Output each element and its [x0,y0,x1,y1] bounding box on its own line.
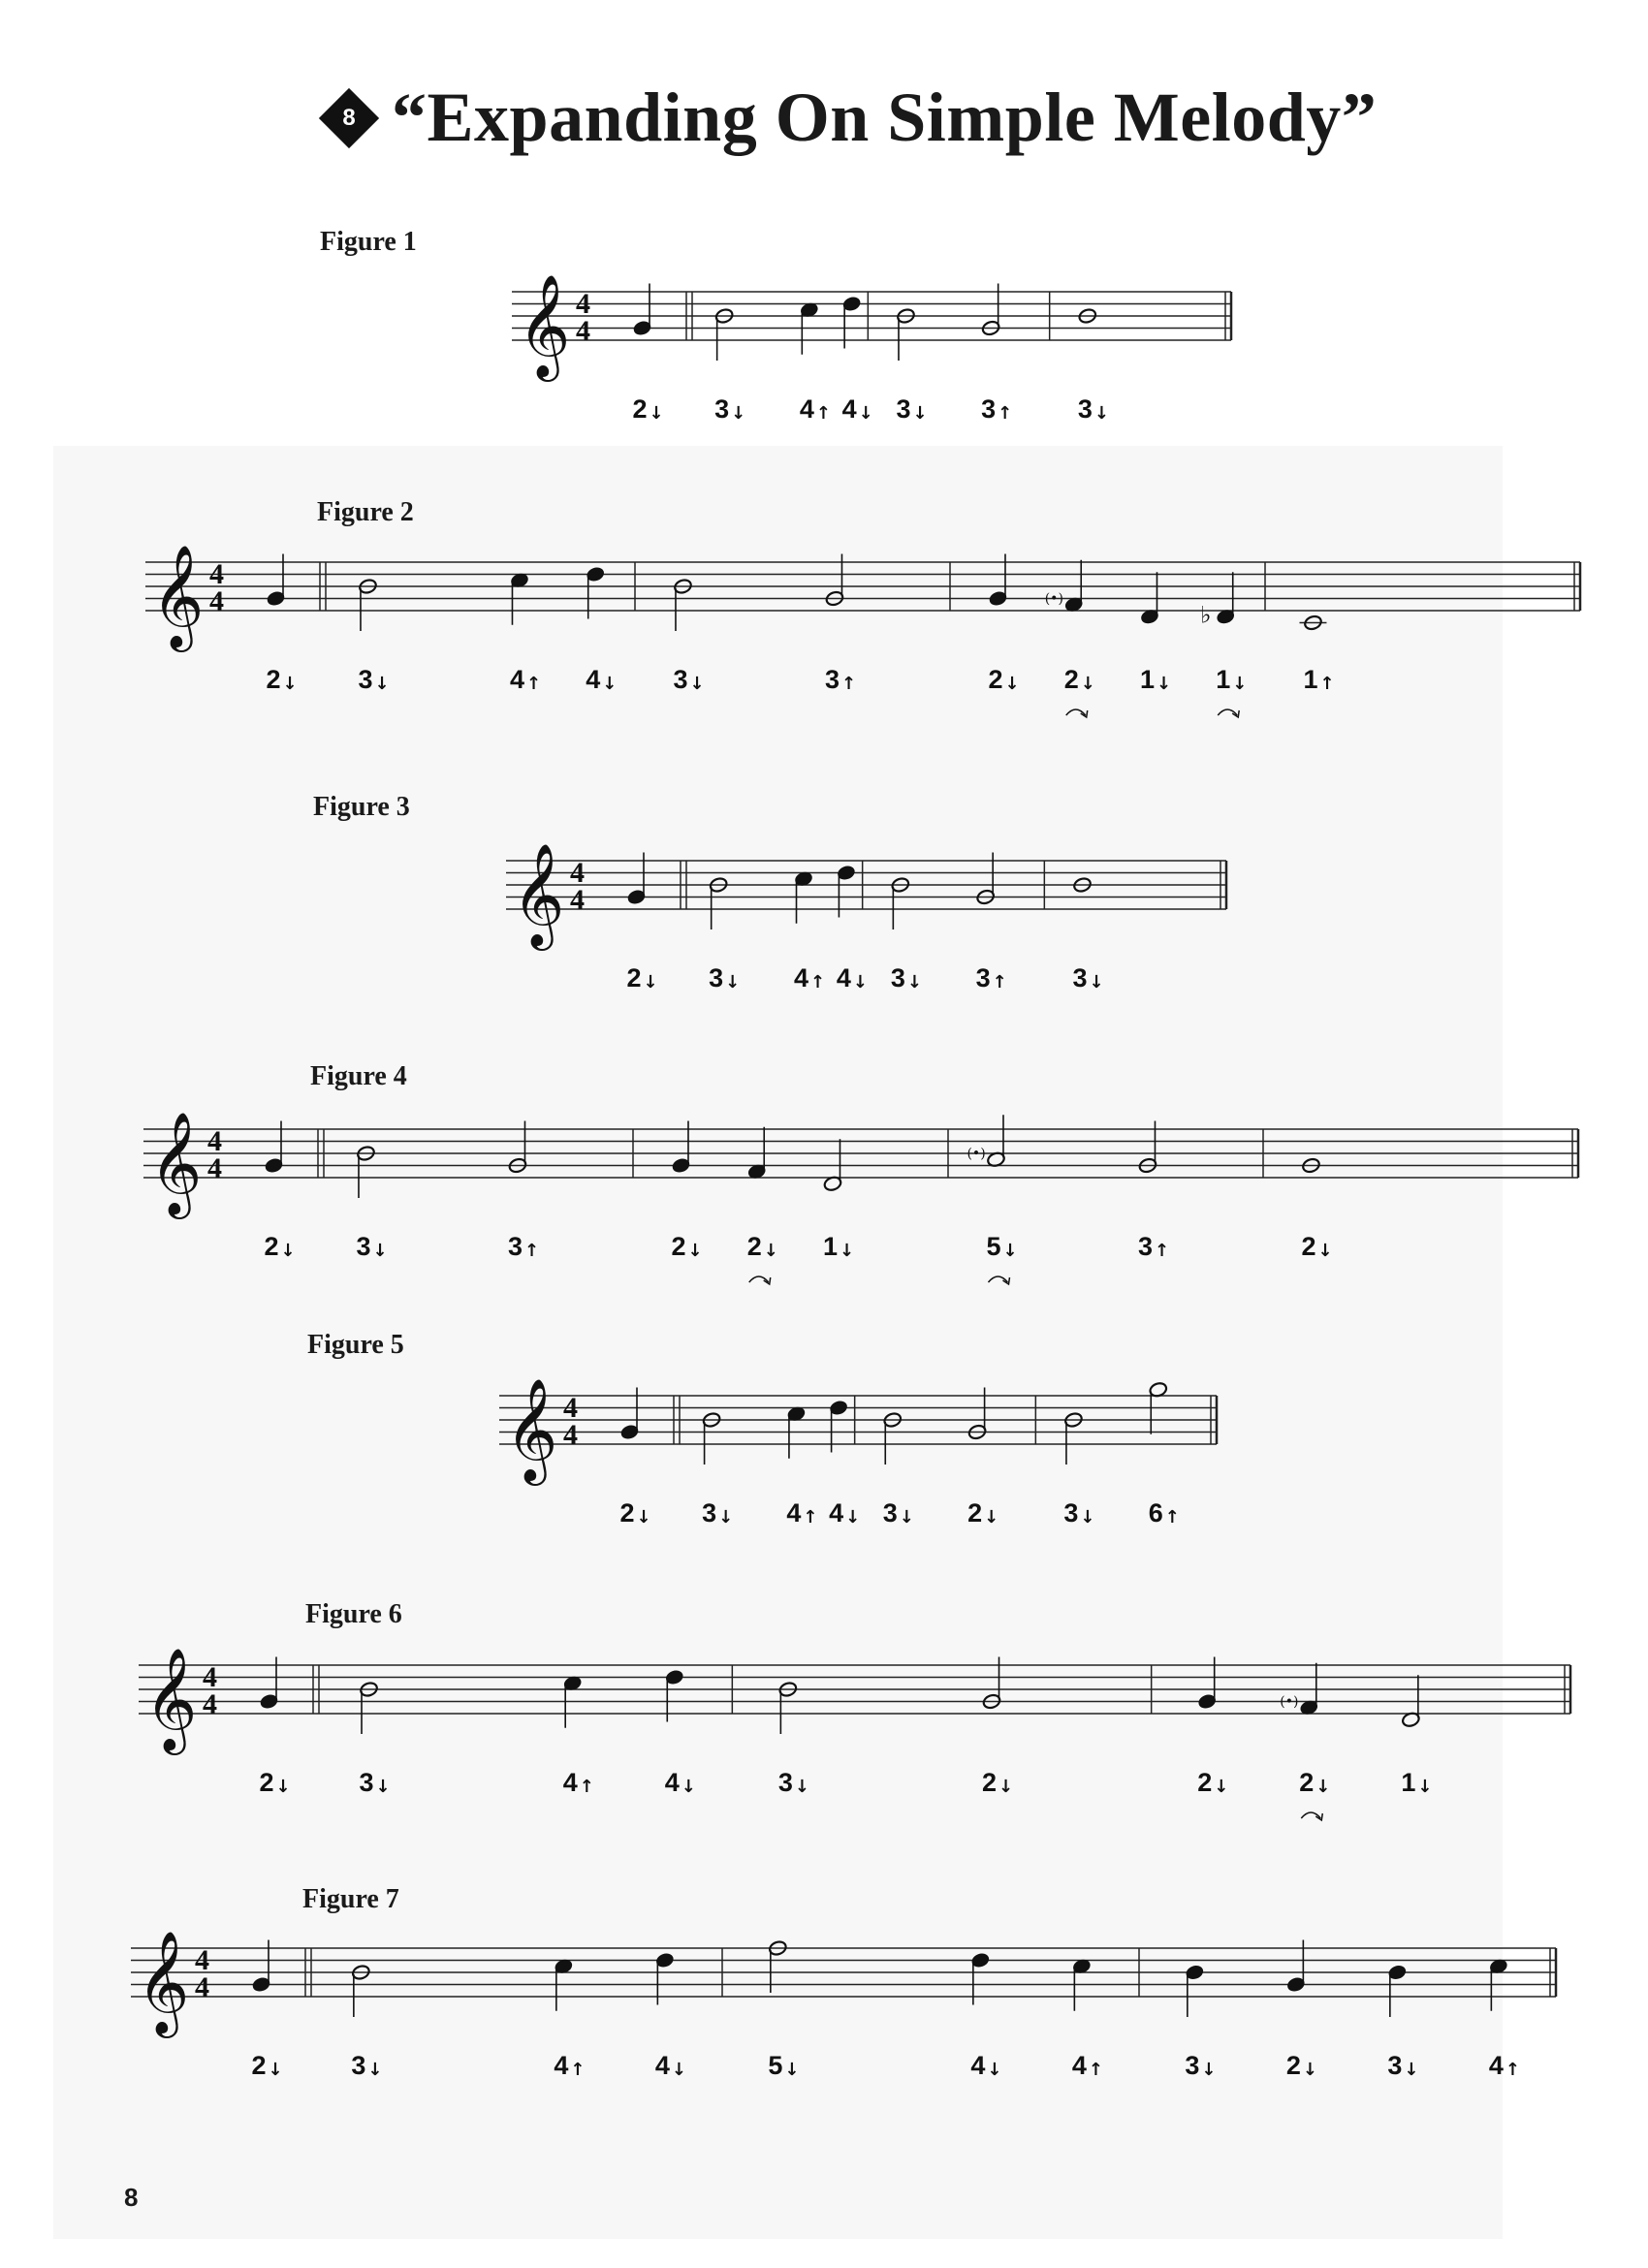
blow-arrow-icon: ↓ [858,403,873,424]
lesson-number-badge [320,89,378,147]
draw-arrow-icon: ↑ [1164,1507,1180,1528]
harmonica-tab: 4 [970,2051,986,2080]
harmonica-tab: 6 [1148,1498,1163,1528]
harmonica-tab: 2 [671,1232,686,1261]
harmonica-tab: 3 [777,1768,793,1797]
harmonica-tab: 2 [746,1232,762,1261]
harmonica-tab: 3 [896,394,911,424]
time-signature-bottom: 4 [195,1971,209,2003]
harmonica-tab: 3 [351,2051,366,2080]
blow-arrow-icon: ↓ [1404,2060,1419,2080]
blow-arrow-icon: ↓ [268,2060,283,2080]
draw-arrow-icon: ↑ [525,674,542,694]
draw-arrow-icon: ↑ [523,1241,540,1261]
harmonica-tab: 1 [1303,665,1318,694]
lesson-number: 8 [342,104,356,131]
blow-arrow-icon: ↓ [643,972,658,992]
time-signature-top: 4 [203,1661,217,1693]
time-signature-bottom: 4 [563,1419,578,1451]
time-signature-top: 4 [563,1392,578,1424]
harmonica-tab: 3 [673,665,688,694]
blow-arrow-icon: ↓ [852,972,869,992]
harmonica-tab: 3 [1072,963,1088,992]
time-signature-bottom: 4 [576,315,590,347]
blow-arrow-icon: ↓ [1317,1241,1333,1261]
blow-arrow-icon: ↓ [1232,674,1248,694]
blow-arrow-icon: ↓ [1417,1777,1433,1797]
blow-arrow-icon: ↓ [374,674,390,694]
blow-arrow-icon: ↓ [602,674,618,694]
harmonica-tab: 2 [967,1498,983,1528]
harmonica-tab: 3 [358,665,373,694]
harmonica-tab: 3 [356,1232,371,1261]
blow-arrow-icon: ↓ [718,1507,734,1528]
blow-arrow-icon: ↓ [689,674,705,694]
harmonica-tab: 2 [988,665,1003,694]
blow-arrow-icon: ↓ [687,1241,703,1261]
page-number: 8 [124,2183,139,2212]
time-signature-top: 4 [207,1125,222,1157]
draw-arrow-icon: ↑ [998,403,1013,424]
blow-arrow-icon: ↓ [1093,403,1109,424]
harmonica-tab: 4 [664,1768,680,1797]
treble-clef-icon: 𝄞 [144,1647,198,1750]
blow-arrow-icon: ↓ [1080,1507,1095,1528]
harmonica-tab: 4 [586,665,601,694]
harmonica-tab: 2 [264,1232,279,1261]
blow-arrow-icon: ↓ [725,972,741,992]
treble-clef-icon: 𝄞 [505,1377,558,1481]
blow-arrow-icon: ↓ [1002,1241,1018,1261]
harmonica-tab: 4 [829,1498,844,1528]
blow-arrow-icon: ↓ [731,403,746,424]
flat-icon: ♭ [1200,601,1212,629]
harmonica-tab: 2 [626,963,642,992]
draw-arrow-icon: ↑ [1319,674,1335,694]
grace-note-icon: (•) [1280,1693,1299,1710]
blow-arrow-icon: ↓ [1302,2060,1317,2080]
harmonica-tab: 4 [509,665,525,694]
harmonica-tab: 2 [982,1768,998,1797]
harmonica-tab: 4 [799,394,814,424]
time-signature-top: 4 [209,558,224,590]
harmonica-tab: 3 [975,963,991,992]
blow-arrow-icon: ↓ [987,2060,1002,2080]
harmonica-tab: 3 [702,1498,717,1528]
harmonica-tab: 4 [1071,2051,1087,2080]
harmonica-tab: 2 [1063,665,1079,694]
time-signature-top: 4 [570,857,585,889]
harmonica-tab: 4 [786,1498,802,1528]
harmonica-tab: 3 [709,963,724,992]
blow-arrow-icon: ↓ [1214,1777,1229,1797]
harmonica-tab: 2 [619,1498,635,1528]
harmonica-tab: 2 [1299,1768,1315,1797]
blow-arrow-icon: ↓ [275,1777,291,1797]
figure-label: Figure 1 [320,227,417,257]
blow-arrow-icon: ↓ [280,1241,296,1261]
blow-arrow-icon: ↓ [372,1241,388,1261]
grace-note-icon: (•) [1044,590,1063,607]
harmonica-tab: 4 [1488,2051,1504,2080]
draw-arrow-icon: ↑ [810,972,826,992]
blow-arrow-icon: ↓ [794,1777,809,1797]
harmonica-tab: 2 [266,665,281,694]
harmonica-tab: 3 [824,665,840,694]
blow-arrow-icon: ↓ [899,1507,914,1528]
treble-clef-icon: 𝄞 [518,273,571,377]
draw-arrow-icon: ↑ [570,2060,586,2080]
blow-arrow-icon: ↓ [984,1507,999,1528]
draw-arrow-icon: ↑ [803,1507,818,1528]
blow-arrow-icon: ↓ [375,1777,391,1797]
blow-arrow-icon: ↓ [671,2060,686,2080]
blow-arrow-icon: ↓ [784,2060,800,2080]
harmonica-tab: 3 [981,394,997,424]
blow-arrow-icon: ↓ [649,403,664,424]
harmonica-tab: 3 [882,1498,898,1528]
draw-arrow-icon: ↑ [579,1777,594,1797]
harmonica-tab: 4 [841,394,857,424]
blow-arrow-icon: ↓ [636,1507,651,1528]
time-signature-bottom: 4 [207,1152,222,1184]
treble-clef-icon: 𝄞 [149,1111,203,1214]
harmonica-tab: 2 [1285,2051,1301,2080]
blow-arrow-icon: ↓ [1080,674,1095,694]
draw-arrow-icon: ↑ [815,403,831,424]
page-title: “Expanding On Simple Melody” [392,79,1378,156]
figure-label: Figure 6 [305,1599,402,1629]
harmonica-tab: 3 [1137,1232,1154,1261]
harmonica-tab: 1 [1401,1768,1416,1797]
harmonica-tab: 2 [1197,1768,1213,1797]
blow-arrow-icon: ↓ [1156,674,1172,694]
time-signature-bottom: 4 [209,585,224,617]
blow-arrow-icon: ↓ [998,1777,1014,1797]
draw-arrow-icon: ↑ [1088,2060,1103,2080]
harmonica-tab: 5 [986,1232,1001,1261]
harmonica-tab: 3 [890,963,905,992]
blow-arrow-icon: ↓ [1089,972,1104,992]
harmonica-tab: 3 [1077,394,1093,424]
draw-arrow-icon: ↑ [840,674,857,694]
figure-label: Figure 7 [302,1884,399,1914]
harmonica-tab: 1 [1216,665,1231,694]
harmonica-tab: 5 [768,2051,783,2080]
time-signature-bottom: 4 [203,1688,217,1720]
harmonica-tab: 1 [822,1232,839,1261]
harmonica-tab: 1 [1139,665,1156,694]
blow-arrow-icon: ↓ [367,2060,383,2080]
harmonica-tab: 4 [554,2051,569,2080]
figure-label: Figure 2 [317,497,414,527]
blow-arrow-icon: ↓ [1315,1777,1331,1797]
blow-arrow-icon: ↓ [681,1777,696,1797]
time-signature-top: 4 [576,288,590,320]
harmonica-tab: 2 [632,394,648,424]
harmonica-tab: 2 [259,1768,274,1797]
harmonica-tab: 4 [654,2051,670,2080]
treble-clef-icon: 𝄞 [137,1930,190,2033]
figure-label: Figure 4 [310,1061,407,1091]
blow-arrow-icon: ↓ [912,403,928,424]
harmonica-tab: 4 [836,963,851,992]
blow-arrow-icon: ↓ [1004,674,1020,694]
draw-arrow-icon: ↑ [1505,2060,1520,2080]
blow-arrow-icon: ↓ [763,1241,778,1261]
treble-clef-icon: 𝄞 [151,544,205,647]
figure-label: Figure 5 [307,1330,404,1360]
harmonica-tab: 2 [251,2051,267,2080]
blow-arrow-icon: ↓ [839,1241,855,1261]
draw-arrow-icon: ↑ [992,972,1007,992]
draw-arrow-icon: ↑ [1154,1241,1170,1261]
blow-arrow-icon: ↓ [1201,2060,1217,2080]
harmonica-tab: 4 [562,1768,578,1797]
grace-note-icon: (•) [967,1146,986,1162]
staff-group [131,1930,1556,2080]
harmonica-tab: 3 [1387,2051,1403,2080]
harmonica-tab: 3 [1185,2051,1200,2080]
time-signature-bottom: 4 [570,884,585,916]
harmonica-tab: 3 [507,1232,523,1261]
harmonica-tab: 3 [1063,1498,1079,1528]
blow-arrow-icon: ↓ [906,972,922,992]
treble-clef-icon: 𝄞 [512,842,565,946]
harmonica-tab: 3 [714,394,730,424]
blow-arrow-icon: ↓ [282,674,298,694]
blow-arrow-icon: ↓ [845,1507,861,1528]
harmonica-tab: 4 [794,963,809,992]
time-signature-top: 4 [195,1944,209,1976]
harmonica-tab: 2 [1301,1232,1316,1261]
figure-label: Figure 3 [313,792,410,822]
harmonica-tab: 3 [359,1768,374,1797]
